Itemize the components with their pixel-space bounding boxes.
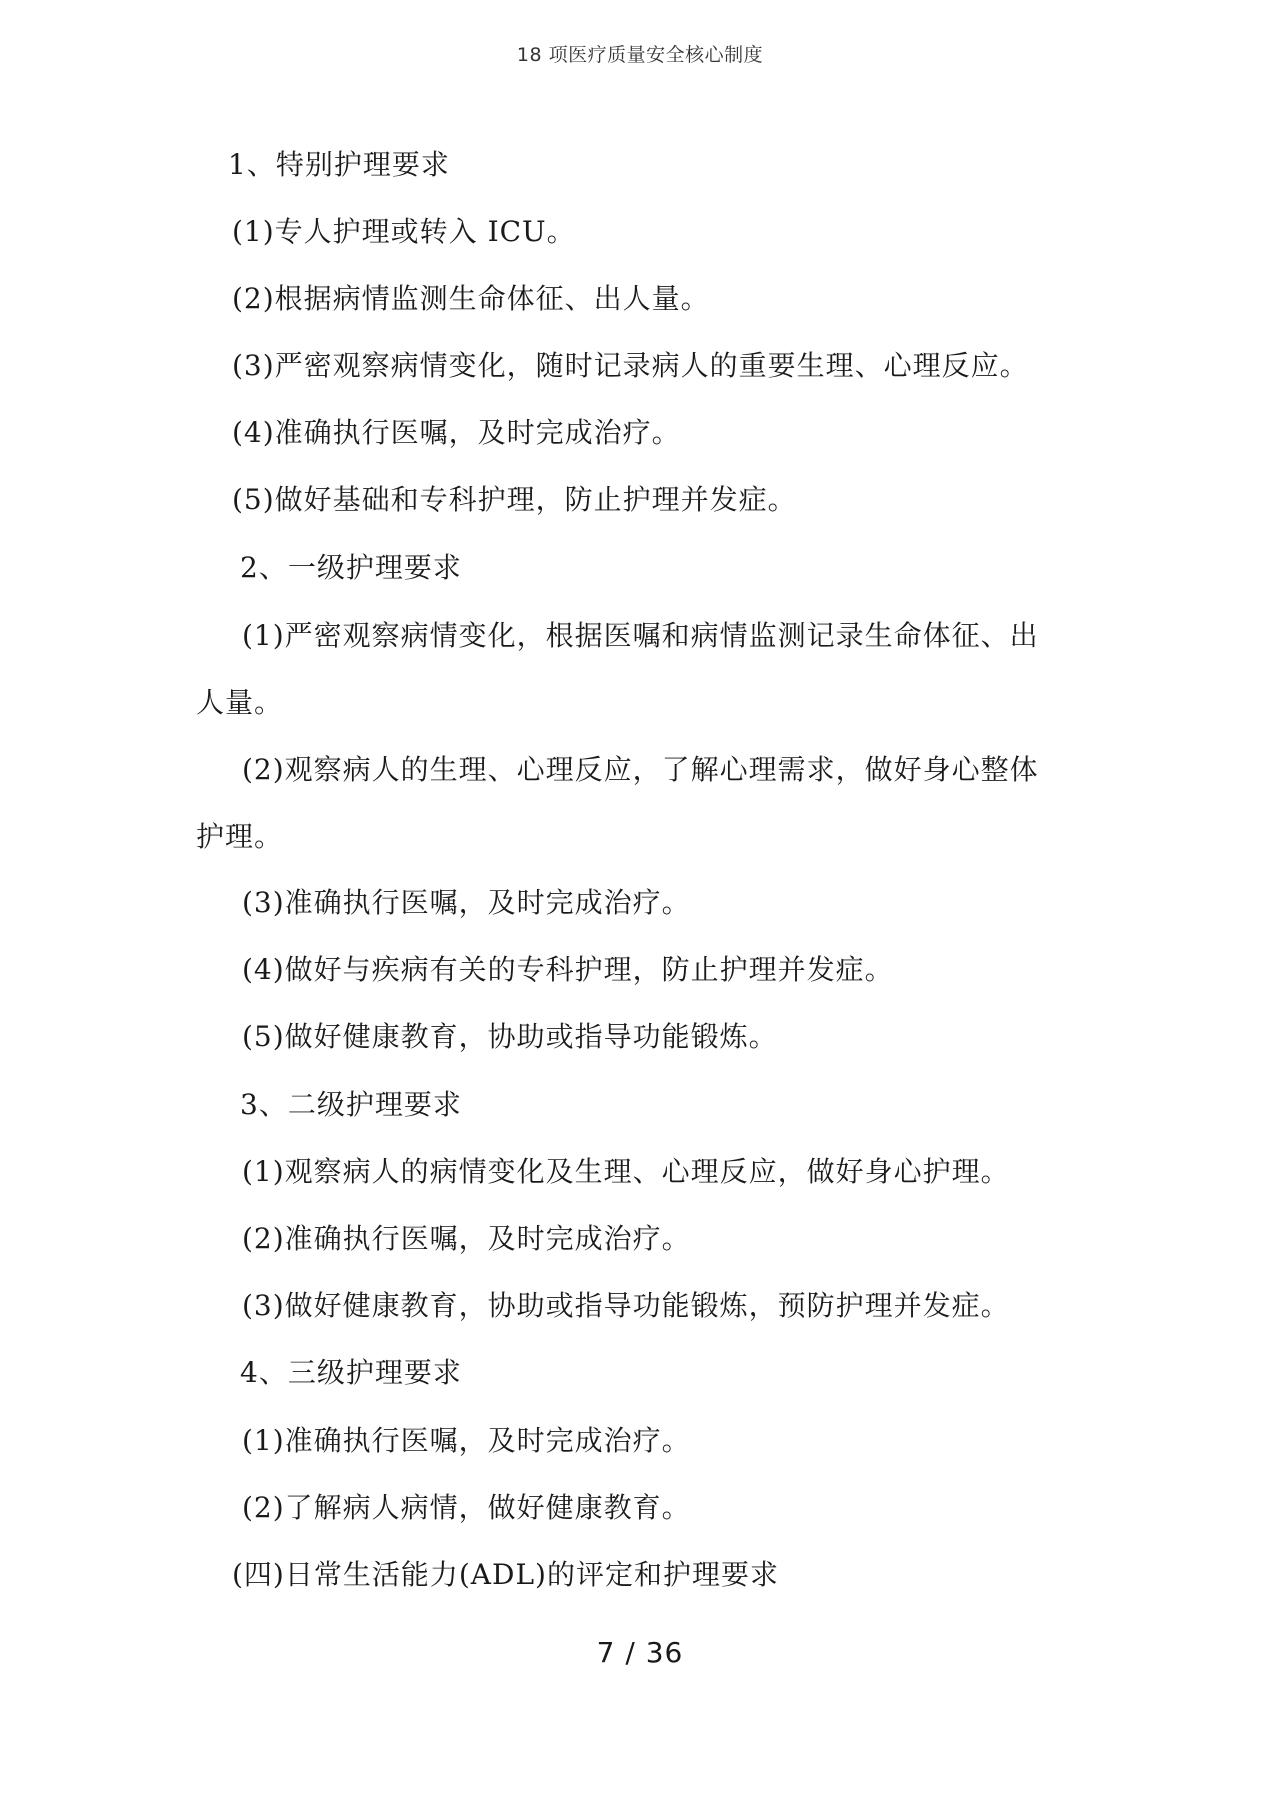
list-item-continuation: 人量。	[196, 686, 284, 719]
list-item: (3)做好健康教育，协助或指导功能锻炼，预防护理并发症。	[242, 1289, 1010, 1322]
page-header-title: 18 项医疗质量安全核心制度	[516, 44, 764, 66]
list-item: (1)观察病人的病情变化及生理、心理反应，做好身心护理。	[242, 1155, 1010, 1188]
section-heading-level-two-care: 3、二级护理要求	[240, 1088, 462, 1121]
list-item: (4)做好与疾病有关的专科护理，防止护理并发症。	[242, 953, 894, 986]
list-item: (2)了解病人病情，做好健康教育。	[242, 1491, 691, 1524]
page-number: 7 / 36	[596, 1636, 684, 1669]
list-item: (4)准确执行医嘱，及时完成治疗。	[232, 416, 681, 449]
list-item: (5)做好基础和专科护理，防止护理并发症。	[232, 483, 797, 516]
section-heading-special-care: 1、特别护理要求	[228, 148, 450, 181]
list-item: (2)准确执行医嘱，及时完成治疗。	[242, 1222, 691, 1255]
list-item: (5)做好健康教育，协助或指导功能锻炼。	[242, 1020, 778, 1053]
list-item: (3)严密观察病情变化，随时记录病人的重要生理、心理反应。	[232, 349, 1029, 382]
section-heading-level-three-care: 4、三级护理要求	[240, 1356, 462, 1389]
list-item-continuation: 护理。	[196, 820, 284, 853]
list-item: (3)准确执行医嘱，及时完成治疗。	[242, 886, 691, 919]
list-item: (1)专人护理或转入 ICU。	[232, 215, 576, 248]
section-heading-adl-assessment: (四)日常生活能力(ADL)的评定和护理要求	[232, 1558, 779, 1591]
list-item: (2)根据病情监测生命体征、出人量。	[232, 282, 710, 315]
section-heading-level-one-care: 2、一级护理要求	[240, 551, 462, 584]
list-item: (1)严密观察病情变化，根据医嘱和病情监测记录生命体征、出	[242, 619, 1039, 652]
list-item: (2)观察病人的生理、心理反应，了解心理需求，做好身心整体	[242, 753, 1039, 786]
list-item: (1)准确执行医嘱，及时完成治疗。	[242, 1424, 691, 1457]
